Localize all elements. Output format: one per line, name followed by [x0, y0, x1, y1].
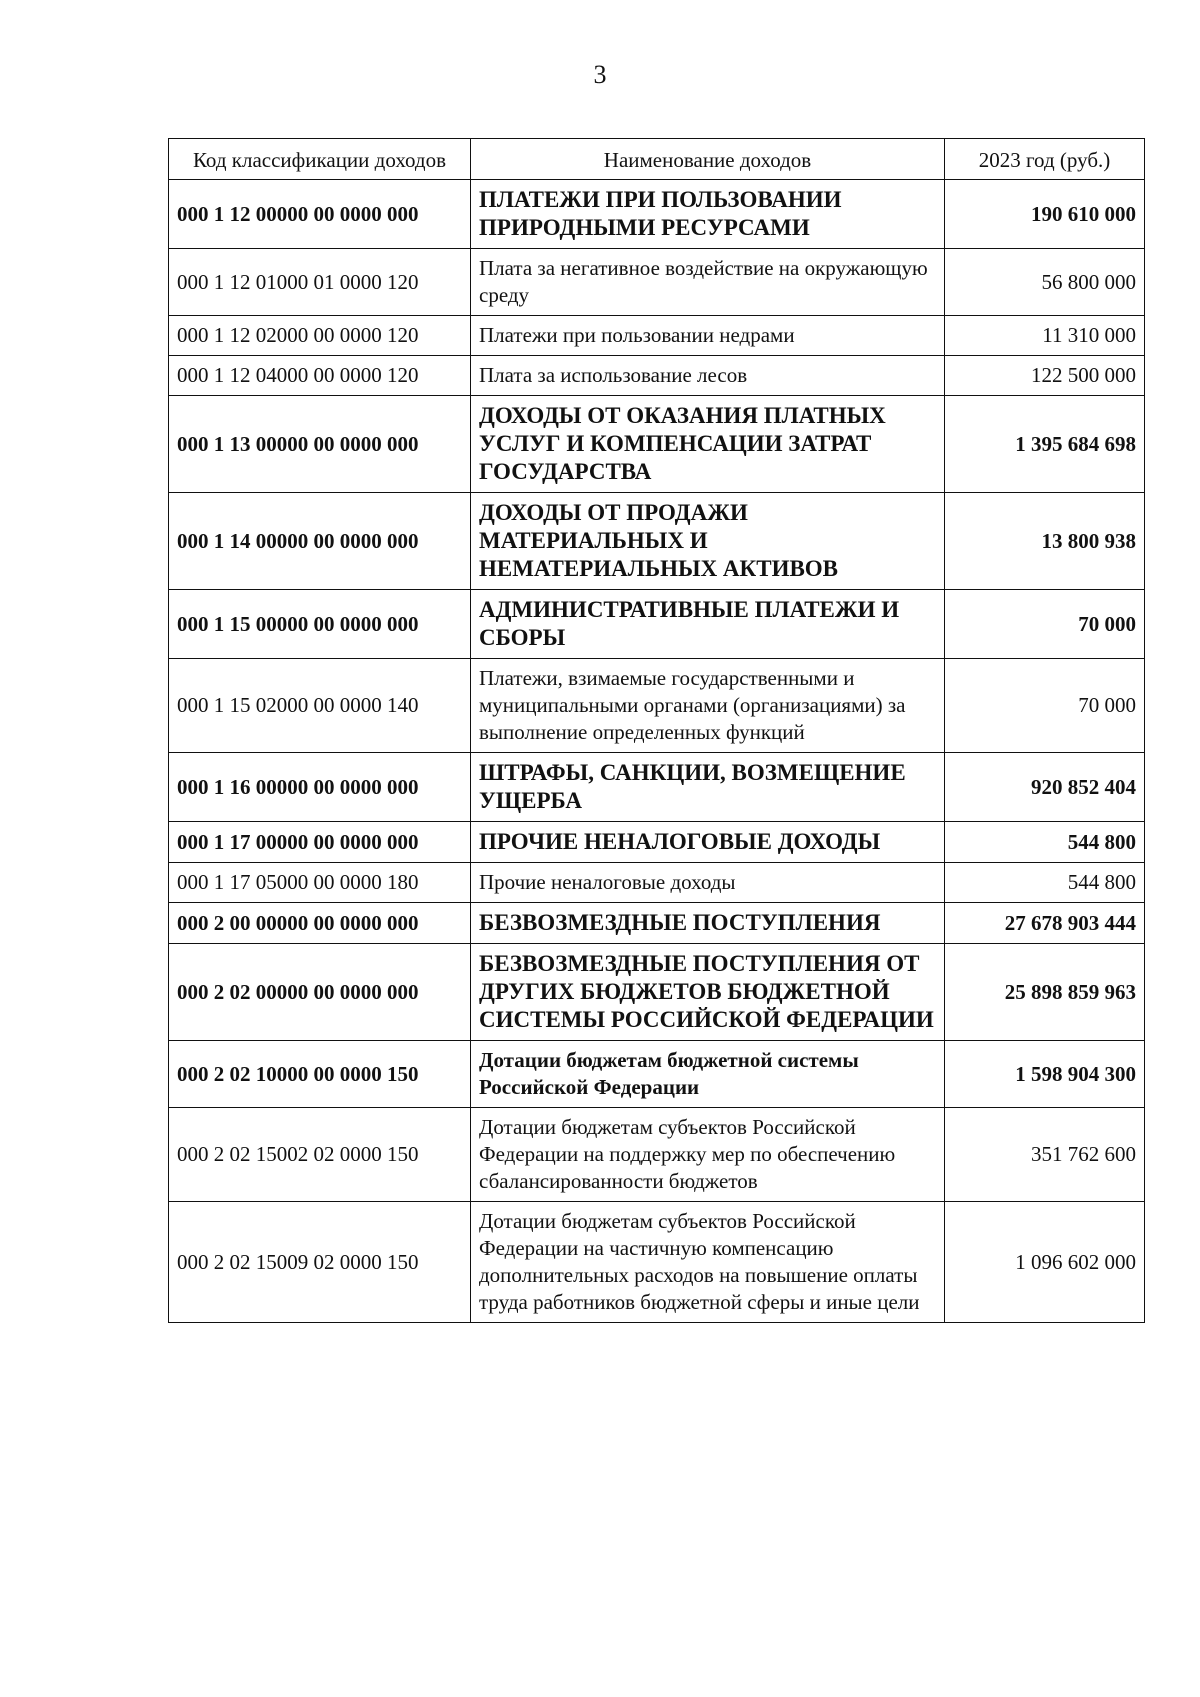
row-name: ПРОЧИЕ НЕНАЛОГОВЫЕ ДОХОДЫ	[471, 822, 945, 863]
row-code: 000 1 16 00000 00 0000 000	[169, 753, 471, 822]
header-code: Код классификации доходов	[169, 139, 471, 180]
page-number: 3	[593, 60, 607, 89]
row-code: 000 1 12 02000 00 0000 120	[169, 316, 471, 356]
row-amount: 70 000	[945, 659, 1145, 753]
row-code: 000 1 12 00000 00 0000 000	[169, 180, 471, 249]
row-name: АДМИНИСТРАТИВНЫЕ ПЛАТЕЖИ И СБОРЫ	[471, 590, 945, 659]
row-amount: 25 898 859 963	[945, 944, 1145, 1041]
table-row	[169, 249, 1145, 316]
row-code: 000 2 02 15009 02 0000 150	[169, 1202, 471, 1323]
table-row	[169, 822, 1145, 863]
row-name: Прочие неналоговые доходы	[471, 863, 945, 903]
table-row	[169, 903, 1145, 944]
table-row	[169, 356, 1145, 396]
table-row	[169, 863, 1145, 903]
row-code: 000 1 17 05000 00 0000 180	[169, 863, 471, 903]
table-row	[169, 590, 1145, 659]
row-amount: 70 000	[945, 590, 1145, 659]
row-code: 000 1 12 04000 00 0000 120	[169, 356, 471, 396]
row-code: 000 1 14 00000 00 0000 000	[169, 493, 471, 590]
row-code: 000 1 13 00000 00 0000 000	[169, 396, 471, 493]
table-row	[169, 753, 1145, 822]
row-code: 000 1 17 00000 00 0000 000	[169, 822, 471, 863]
row-name: БЕЗВОЗМЕЗДНЫЕ ПОСТУПЛЕНИЯ ОТ ДРУГИХ БЮДЖЕТОВ БЮДЖЕТНОЙ СИСТЕМЫ РОССИЙСКОЙ ФЕДЕРАЦИИ	[471, 944, 945, 1041]
row-amount: 190 610 000	[945, 180, 1145, 249]
table-row	[169, 493, 1145, 590]
row-amount: 27 678 903 444	[945, 903, 1145, 944]
row-name: Дотации бюджетам субъектов Российской Федерации на частичную компенсацию дополнительных расходов на повышение оплаты труда работников бюджетной сферы и иные цели	[471, 1202, 945, 1323]
row-name: ДОХОДЫ ОТ ОКАЗАНИЯ ПЛАТНЫХ УСЛУГ И КОМПЕНСАЦИИ ЗАТРАТ ГОСУДАРСТВА	[471, 396, 945, 493]
table-row	[169, 316, 1145, 356]
table-row	[169, 396, 1145, 493]
table-body	[169, 180, 1145, 1323]
row-amount: 1 395 684 698	[945, 396, 1145, 493]
row-name: ДОХОДЫ ОТ ПРОДАЖИ МАТЕРИАЛЬНЫХ И НЕМАТЕРИАЛЬНЫХ АКТИВОВ	[471, 493, 945, 590]
row-code: 000 1 12 01000 01 0000 120	[169, 249, 471, 316]
revenue-table	[168, 138, 1145, 1323]
row-code: 000 2 02 15002 02 0000 150	[169, 1108, 471, 1202]
row-amount: 13 800 938	[945, 493, 1145, 590]
row-amount: 1 598 904 300	[945, 1041, 1145, 1108]
row-code: 000 2 02 10000 00 0000 150	[169, 1041, 471, 1108]
row-name: Плата за использование лесов	[471, 356, 945, 396]
header-amount: 2023 год (руб.)	[945, 139, 1145, 180]
row-amount: 544 800	[945, 863, 1145, 903]
header-name: Наименование доходов	[471, 139, 945, 180]
row-code: 000 1 15 02000 00 0000 140	[169, 659, 471, 753]
row-name: БЕЗВОЗМЕЗДНЫЕ ПОСТУПЛЕНИЯ	[471, 903, 945, 944]
row-name: Дотации бюджетам бюджетной системы Российской Федерации	[471, 1041, 945, 1108]
row-amount: 544 800	[945, 822, 1145, 863]
row-name: Платежи при пользовании недрами	[471, 316, 945, 356]
row-name: Дотации бюджетам субъектов Российской Федерации на поддержку мер по обеспечению сбалансированности бюджетов	[471, 1108, 945, 1202]
row-code: 000 2 00 00000 00 0000 000	[169, 903, 471, 944]
row-amount: 351 762 600	[945, 1108, 1145, 1202]
table-row	[169, 1041, 1145, 1108]
table-row	[169, 1108, 1145, 1202]
row-name: ШТРАФЫ, САНКЦИИ, ВОЗМЕЩЕНИЕ УЩЕРБА	[471, 753, 945, 822]
table-header-row	[169, 139, 1145, 180]
row-name: ПЛАТЕЖИ ПРИ ПОЛЬЗОВАНИИ ПРИРОДНЫМИ РЕСУРСАМИ	[471, 180, 945, 249]
row-amount: 56 800 000	[945, 249, 1145, 316]
row-amount: 1 096 602 000	[945, 1202, 1145, 1323]
table-row	[169, 944, 1145, 1041]
row-amount: 11 310 000	[945, 316, 1145, 356]
table-row	[169, 1202, 1145, 1323]
table-row	[169, 659, 1145, 753]
table-row	[169, 180, 1145, 249]
row-name: Платежи, взимаемые государственными и муниципальными органами (организациями) за выполнение определенных функций	[471, 659, 945, 753]
row-code: 000 2 02 00000 00 0000 000	[169, 944, 471, 1041]
row-code: 000 1 15 00000 00 0000 000	[169, 590, 471, 659]
row-amount: 920 852 404	[945, 753, 1145, 822]
row-name: Плата за негативное воздействие на окружающую среду	[471, 249, 945, 316]
row-amount: 122 500 000	[945, 356, 1145, 396]
